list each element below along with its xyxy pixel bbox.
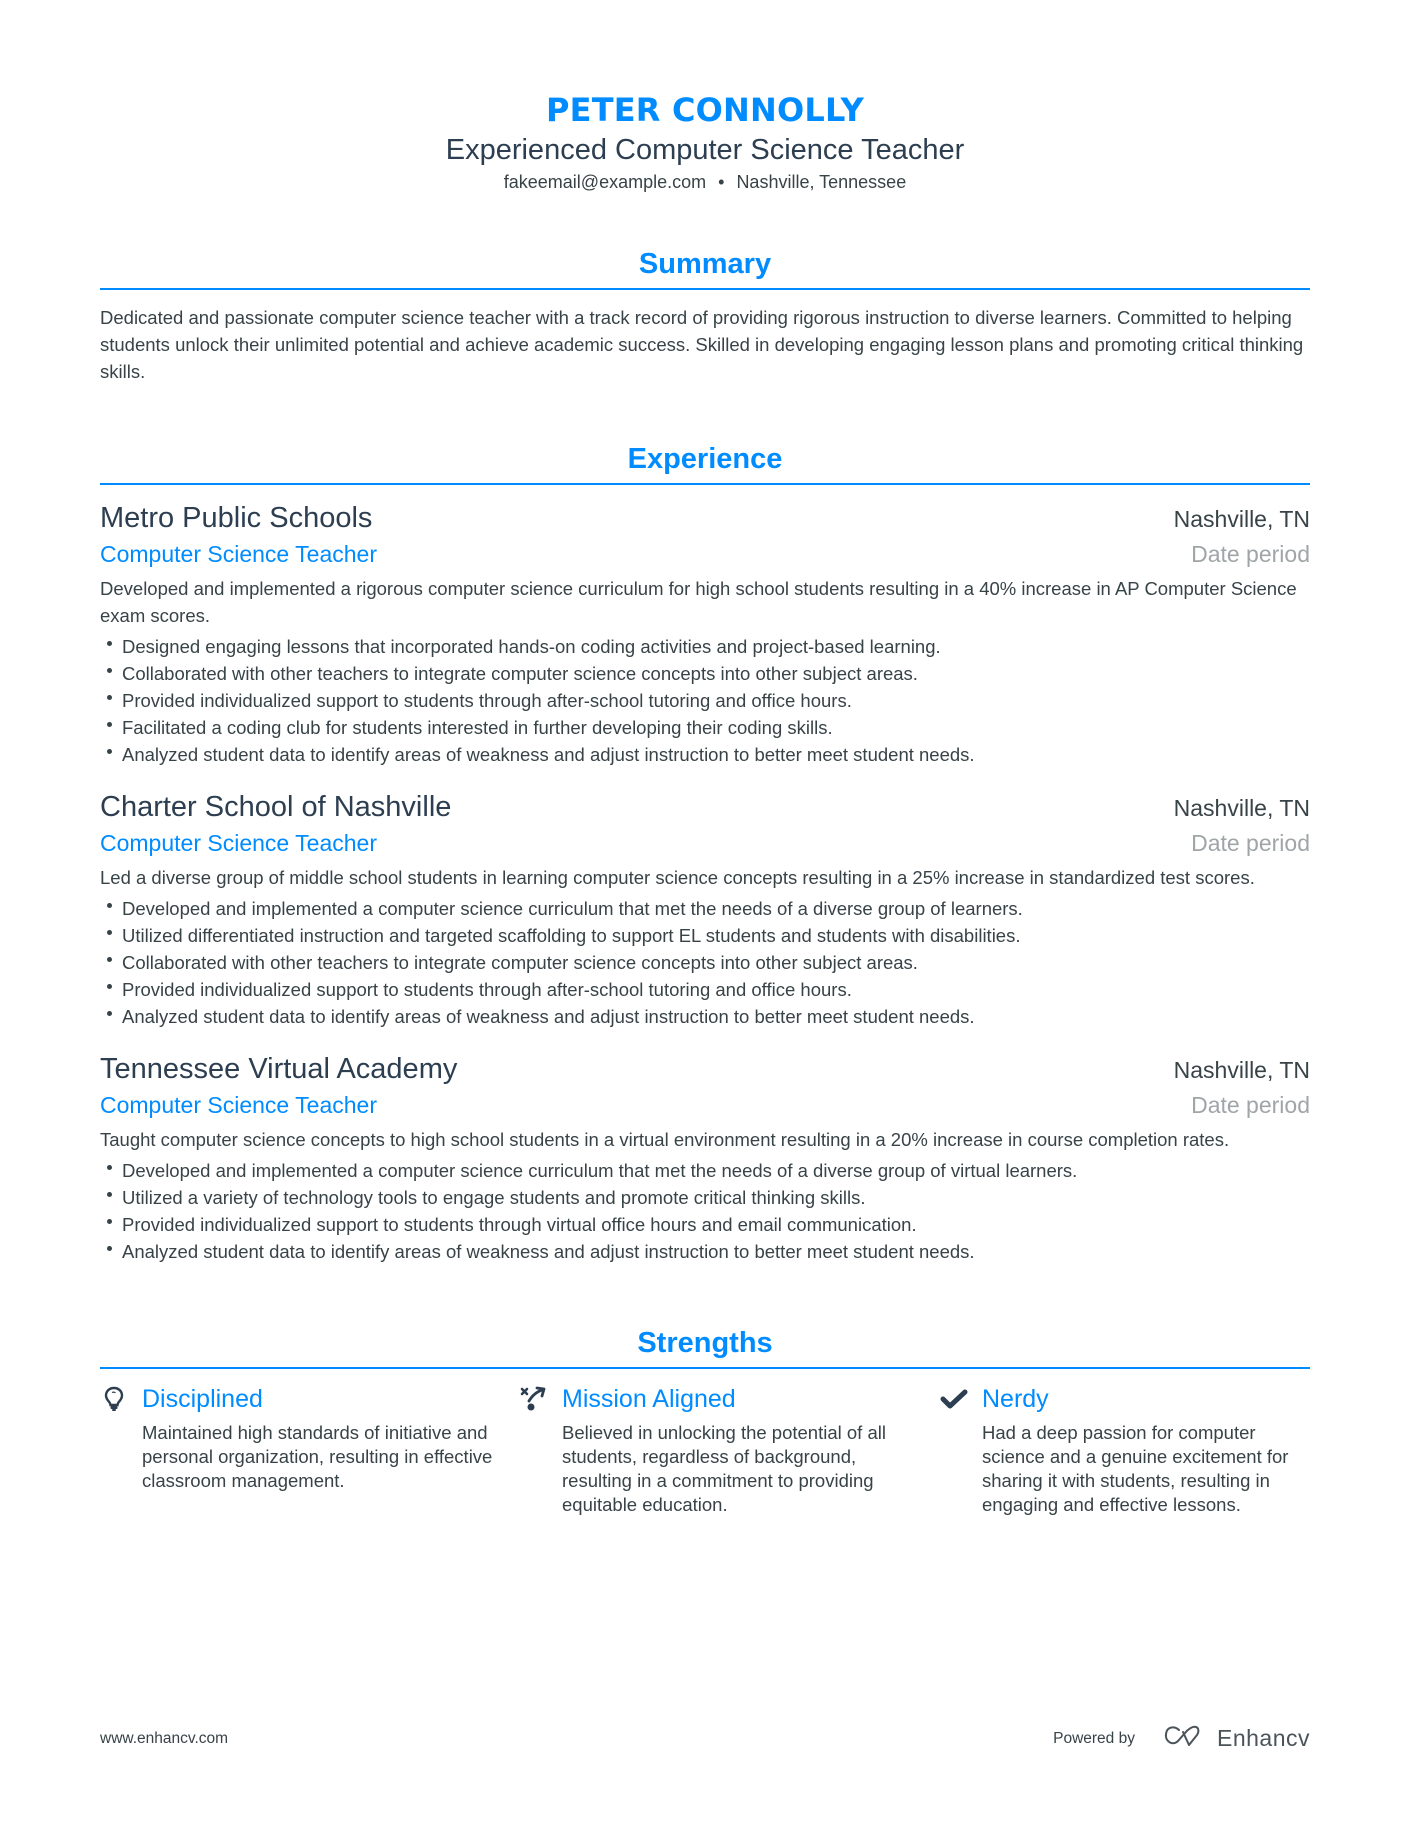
bullet-item: Analyzed student data to identify areas of weakness and adjust instruction to better meet student needs. xyxy=(100,1238,1310,1265)
bullet-item: Utilized differentiated instruction and targeted scaffolding to support EL students and students with disabilities. xyxy=(100,922,1310,949)
strength-title: Mission Aligned xyxy=(562,1385,736,1413)
checkmark-icon xyxy=(940,1385,968,1413)
bullet-item: Developed and implemented a computer science curriculum that met the needs of a diverse group of virtual learners. xyxy=(100,1157,1310,1184)
section-divider xyxy=(100,483,1310,485)
job-location: Nashville, TN xyxy=(1173,795,1310,821)
job-role: Computer Science Teacher xyxy=(100,830,377,856)
strength-body: Maintained high standards of initiative and personal organization, resulting in effective classroom management. xyxy=(142,1422,493,1491)
bullet-item: Developed and implemented a computer science curriculum that met the needs of a diverse group of learners. xyxy=(100,895,1310,922)
bullet-item: Facilitated a coding club for students interested in further developing their coding skills. xyxy=(100,714,1310,741)
job-role: Computer Science Teacher xyxy=(100,1092,377,1118)
candidate-title: Experienced Computer Science Teacher xyxy=(445,134,965,166)
resume-header xyxy=(100,0,1310,194)
strength-body: Had a deep passion for computer science and a genuine excitement for sharing it with students, resulting in engaging and effective lessons. xyxy=(982,1422,1289,1515)
job-bullets xyxy=(100,1157,1310,1265)
summary-text: Dedicated and passionate computer science teacher with a track record of providing rigorous instruction to diverse learners. Committed to helping students unlock their unlimited potential and achieve academic success. Skilled in developing engaging lesson plans and promoting critical thinking skills. xyxy=(100,307,1304,382)
bullet-item: Collaborated with other teachers to integrate computer science concepts into other subject areas. xyxy=(100,949,1310,976)
job-bullets xyxy=(100,895,1310,1030)
section-heading-summary: Summary xyxy=(638,248,772,280)
brand-name: Enhancv xyxy=(1216,1725,1310,1751)
strength-item xyxy=(100,1381,520,1517)
footer-url-link[interactable]: www.enhancv.com xyxy=(100,1729,229,1747)
bullet-item: Provided individualized support to students through after-school tutoring and office hours. xyxy=(100,687,1310,714)
powered-by xyxy=(1053,1724,1310,1753)
strength-item xyxy=(940,1381,1310,1517)
resume-page xyxy=(100,0,1310,1517)
company-name: Metro Public Schools xyxy=(100,502,373,534)
brand-logo[interactable] xyxy=(1163,1724,1310,1753)
bullet-item: Designed engaging lessons that incorporated hands-on coding activities and project-based learning. xyxy=(100,633,1310,660)
job-location: Nashville, TN xyxy=(1173,506,1310,532)
job-description: Developed and implemented a rigorous computer science curriculum for high school students resulting in a 40% increase in AP Computer Science exam scores. xyxy=(100,578,1297,626)
job-description: Led a diverse group of middle school students in learning computer science concepts resulting in a 25% increase in standardized test scores. xyxy=(100,867,1255,888)
job-entry xyxy=(100,499,1310,768)
strength-item xyxy=(520,1381,940,1517)
section-heading-strengths: Strengths xyxy=(637,1327,773,1359)
strengths-section xyxy=(100,1325,1310,1517)
strength-title: Disciplined xyxy=(142,1385,263,1413)
section-heading-experience: Experience xyxy=(627,443,783,475)
job-date: Date period xyxy=(1191,830,1310,856)
strengths-grid xyxy=(100,1381,1310,1517)
separator-dot: • xyxy=(718,172,725,192)
lightbulb-icon xyxy=(100,1385,128,1413)
summary-section xyxy=(100,246,1310,385)
section-divider xyxy=(100,288,1310,290)
page-footer xyxy=(100,1724,1310,1753)
job-entry xyxy=(100,788,1310,1030)
bullet-item: Provided individualized support to students through after-school tutoring and office hours. xyxy=(100,976,1310,1003)
bullet-item: Collaborated with other teachers to integrate computer science concepts into other subject areas. xyxy=(100,660,1310,687)
bullet-item: Provided individualized support to students through virtual office hours and email communication. xyxy=(100,1211,1310,1238)
candidate-name: PETER CONNOLLY xyxy=(545,91,864,129)
contact-line xyxy=(100,170,1310,194)
strategy-icon xyxy=(520,1385,548,1413)
job-location: Nashville, TN xyxy=(1173,1057,1310,1083)
enhancv-logo-icon xyxy=(1163,1724,1207,1753)
powered-by-label: Powered by xyxy=(1053,1729,1135,1747)
company-name: Tennessee Virtual Academy xyxy=(100,1053,458,1085)
job-role: Computer Science Teacher xyxy=(100,541,377,567)
bullet-item: Utilized a variety of technology tools to engage students and promote critical thinking skills. xyxy=(100,1184,1310,1211)
job-entry xyxy=(100,1050,1310,1265)
company-name: Charter School of Nashville xyxy=(100,791,452,823)
job-date: Date period xyxy=(1191,541,1310,567)
section-divider xyxy=(100,1367,1310,1369)
experience-section xyxy=(100,441,1310,1265)
job-description: Taught computer science concepts to high school students in a virtual environment resulting in a 20% increase in course completion rates. xyxy=(100,1129,1230,1150)
bullet-item: Analyzed student data to identify areas of weakness and adjust instruction to better meet student needs. xyxy=(100,1003,1310,1030)
job-date: Date period xyxy=(1191,1092,1310,1118)
job-bullets xyxy=(100,633,1310,768)
location-text: Nashville, Tennessee xyxy=(736,172,907,192)
bullet-item: Analyzed student data to identify areas of weakness and adjust instruction to better meet student needs. xyxy=(100,741,1310,768)
email-link[interactable]: fakeemail@example.com xyxy=(503,172,707,192)
strength-title: Nerdy xyxy=(982,1385,1049,1413)
strength-body: Believed in unlocking the potential of all students, regardless of background, resulting in a commitment to providing equitable education. xyxy=(562,1422,886,1515)
